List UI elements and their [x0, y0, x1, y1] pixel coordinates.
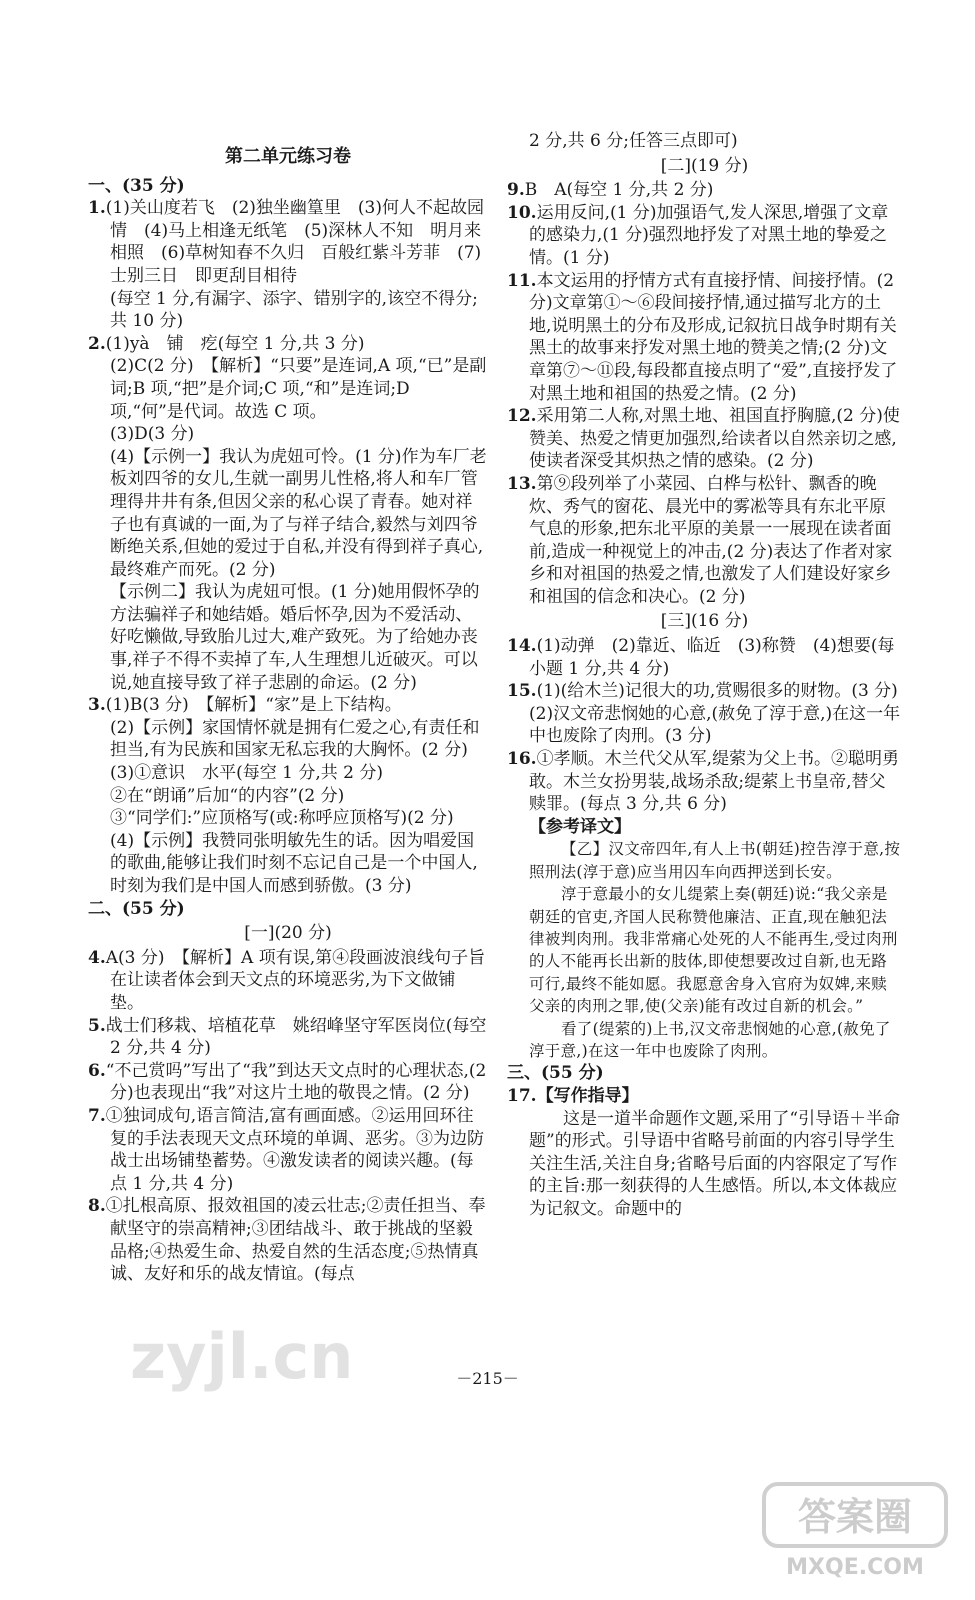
section-3-heading: 三、(55 分) [507, 1063, 604, 1084]
answer-3-2: (2)【示例】家国情怀就是拥有仁爱之心,有责任和担当,有为民族和国家无私忘我的大胸怀。(2 分) [110, 717, 480, 761]
translation-paragraph: 淳于意最小的女儿缇萦上奏(朝廷)说:“我父亲是朝廷的官吏,齐国人民称赞他廉洁、正直,现在触犯法律被判肉刑。我非常痛心处死的人不能再生,受过肉刑的人不能再长出新的肢体,即使想要改过自新,也无路可行,最终不能如愿。我愿意舍身入官府为奴婢,来赎父亲的肉刑之罪,使(父亲)能有改过自新的机会。” [529, 885, 898, 1016]
translation-paragraph: 看了(缇萦的)上书,汉文帝悲悯她的心意,(赦免了淳于意,)在这一年中也废除了肉刑。 [529, 1019, 891, 1061]
answer-15: 15.(1)(给木兰)记很大的功,赏赐很多的财物。(3 分) [507, 681, 898, 702]
left-column [88, 128, 488, 1286]
answer-9: 9.B A(每空 1 分,共 2 分) [507, 180, 714, 201]
answer-17: 17.【写作指导】 [507, 1086, 639, 1107]
right-column [507, 130, 902, 1221]
answer-11: 11.本文运用的抒情方式有直接抒情、间接抒情。(2 分)文章第①～⑥段间接抒情,通过描写北方的土地,说明黑土的分布及形成,记叙抗日战争时期有关黑土的故事来抒发对黑土地的赞美之情;(2 分)文章第⑦～⑪段,每段都直接点明了“爱”,直接抒发了对黑土地和祖国的热爱之情。(2 分) [507, 270, 898, 404]
answer-13: 13.第⑨段列举了小菜园、白桦与松针、飘香的晚炊、秀气的窗花、晨光中的雾凇等具有东北平原气息的形象,把东北平原的美景一一展现在读者面前,造成一种视觉上的冲击,(2 分)表达了作者对家乡和对祖国的热爱之情,也激发了人们建设好家乡和祖国的信念和决心。(2 分) [507, 473, 893, 607]
answer-2-2: (2)C(2 分) 【解析】“只要”是连词,A 项,“已”是副词;B 项,“把”是介词;C 项,“和”是连词;D 项,“何”是代词。故选 C 项。 [110, 356, 487, 422]
answer-8-continued: 2 分,共 6 分;任答三点即可) [529, 131, 738, 151]
section-2-heading: 二、(55 分) [88, 898, 185, 919]
answer-2-4a: (4)【示例一】我认为虎妞可怜。(1 分)作为车厂老板刘四爷的女儿,生就一副男儿性格,将人和车厂管理得井井有条,但因父亲的私心误了青春。她对祥子也有真诚的一面,为了与祥子结合,毅然与刘四爷断绝关系,但她的爱过于自私,并没有得到祥子真心,最终难产而死。(2 分) [110, 446, 487, 580]
answer-10: 10.运用反问,(1 分)加强语气,发人深思,增强了文章的感染力,(1 分)强烈地抒发了对黑土地的挚爱之情。(1 分) [507, 202, 889, 268]
answer-3-3c: ③“同学们:”应顶格写(或:称呼应顶格写)(2 分) [110, 808, 454, 829]
answer-6: 6.“不己赏吗”写出了“我”到达天文点时的心理状态,(2 分)也表现出“我”对这片土地的敬畏之情。(2 分) [88, 1060, 487, 1104]
watermark-zyjl: zyjl.cn [130, 1320, 354, 1393]
reference-translation-heading: 【参考译文】 [529, 816, 631, 837]
page-number: －215－ [456, 1369, 519, 1388]
answer-3-3: (3)①意识 水平(每空 1 分,共 2 分) [110, 763, 383, 784]
answer-3: 3.(1)B(3 分) 【解析】“家”是上下结构。 [88, 695, 402, 716]
answer-2-4b: 【示例二】我认为虎妞可恨。(1 分)她用假怀孕的方法骗祥子和她结婚。婚后怀孕,因为不爱活动、好吃懒做,导致胎儿过大,难产致死。为了给她办丧事,祥子不得不卖掉了车,人生理想儿近破灭。可以说,她直接导致了祥子悲剧的命运。(2 分) [110, 582, 480, 693]
answer-16: 16.①孝顺。木兰代父从军,缇萦为父上书。②聪明勇敢。木兰女扮男装,战场杀敌;缇萦上书皇帝,替父赎罪。(每点 3 分,共 6 分) [507, 749, 899, 815]
answer-14: 14.(1)动弹 (2)靠近、临近 (3)称赞 (4)想要(每小题 1 分,共 4 分) [507, 636, 895, 679]
answer-2: 2.(1)yà 铺 疙(每空 1 分,共 3 分) [88, 333, 365, 354]
translation-paragraph: 【乙】汉文帝四年,有人上书(朝廷)控告淳于意,按照刑法(淳于意)应当用囚车向西押送到长安。 [529, 840, 901, 881]
answer-12: 12.采用第二人称,对黑土地、祖国直抒胸臆,(2 分)使赞美、热爱之情更加强烈,给读者以自然亲切之感,使读者深受其炽热之情的感染。(2 分) [507, 406, 900, 472]
section-1-heading: 一、(35 分) [88, 175, 185, 196]
part-2-heading: [二](19 分) [660, 155, 749, 176]
watermark-logo-text: 答案圈 [797, 1495, 913, 1539]
answer-2-3: (3)D(3 分) [110, 424, 195, 445]
part-3-heading: [三](16 分) [660, 611, 749, 632]
answer-5: 5.战士们移栽、培植花草 姚绍峰坚守军医岗位(每空 2 分,共 4 分) [88, 1015, 487, 1059]
answer-4: 4.A(3 分) 【解析】A 项有误,第④段画波浪线句子旨在让读者体会到天文点的环境恶劣,为下文做铺垫。 [88, 947, 486, 1013]
answer-1: 1.(1)关山度若飞 (2)独坐幽篁里 (3)何人不起故园情 (4)马上相逢无纸笔 (5)深林人不知 明月来相照 (6)草树知春不久归 百般红紫斗芳菲 (7)士别三日 即更刮目相待 [88, 198, 484, 286]
watermark-url: MXQE.COM [786, 1555, 924, 1580]
answer-17-body: 这是一道半命题作文题,采用了“引导语＋半命题”的形式。引导语中省略号前面的内容引导学生关注生活,关注自身;省略号后面的内容限定了写作的主旨:那一刻获得的人生感悟。所以,本文体裁应为记叙文。命题中的 [529, 1108, 901, 1220]
answer-8: 8.①扎根高原、报效祖国的凌云壮志;②责任担当、奉献坚守的崇高精神;③团结战斗、敢于挑战的坚毅品格;④热爱生命、热爱自然的生活态度;⑤热情真诚、友好和乐的战友情谊。(每点 [88, 1196, 486, 1285]
watermark-logo [760, 1482, 950, 1582]
part-1-heading: [一](20 分) [244, 923, 332, 944]
answer-1-note: (每空 1 分,有漏字、添字、错别字的,该空不得分;共 10 分) [110, 288, 478, 332]
answer-3-3b: ②在“朗诵”后加“的内容”(2 分) [110, 785, 345, 806]
answer-3-4: (4)【示例】我赞同张明敏先生的话。因为唱爱国的歌曲,能够让我们时刻不忘记自己是一个中国人,时刻为我们是中国人而感到骄傲。(3 分) [110, 830, 478, 896]
page-title: 第二单元练习卷 [225, 146, 351, 167]
answer-15-2: (2)汉文帝悲悯她的心意,(赦免了淳于意,)在这一年中也废除了肉刑。(3 分) [529, 703, 901, 747]
reference-translation [507, 838, 902, 1062]
answer-7: 7.①独词成句,语言简洁,富有画面感。②运用回环往复的手法表现天文点环境的单调、恶劣。③为边防战士出场铺垫蓄势。④激发读者的阅读兴趣。(每点 1 分,共 4 分) [88, 1105, 484, 1194]
